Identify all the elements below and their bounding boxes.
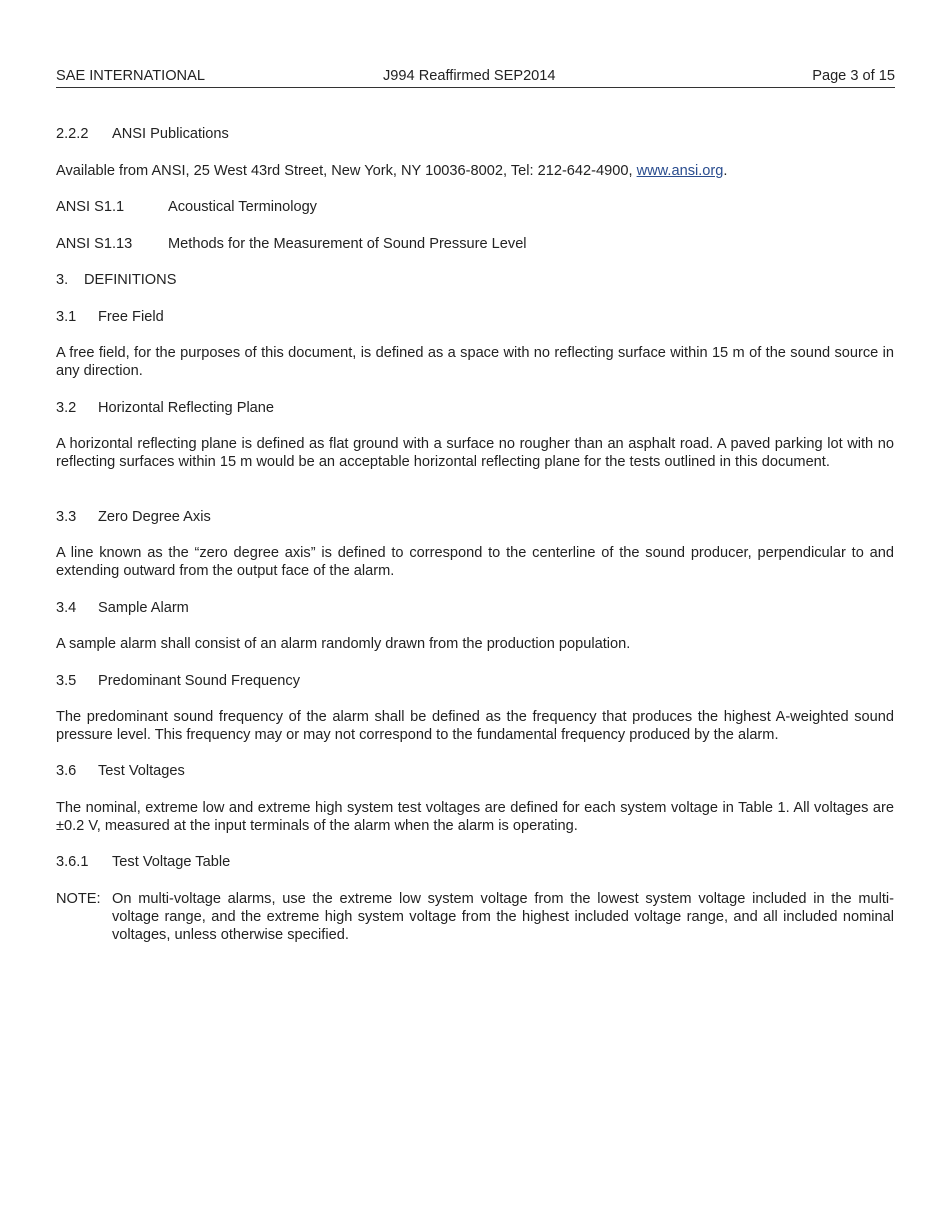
note-label: NOTE: — [56, 891, 101, 907]
heading-3-6-1 — [56, 853, 230, 871]
section-number: 3.3 — [56, 509, 77, 525]
paragraph-3-5: The predominant sound frequency of the alarm shall be defined as the frequency that produces the highest A-weighted sound pressure level. This frequency may or may not correspond to the fundamental frequency produced by the alarm. — [56, 709, 894, 743]
heading-3-2 — [56, 399, 274, 417]
section-number: 3.2 — [56, 400, 77, 416]
section-title: Sample Alarm — [98, 600, 189, 616]
heading-3-4 — [56, 599, 189, 617]
reference-code: ANSI S1.1 — [56, 199, 125, 215]
heading-2-2-2 — [56, 125, 229, 143]
reference-code: ANSI S1.13 — [56, 236, 133, 252]
reference-item — [56, 198, 317, 216]
paragraph-3-4: A sample alarm shall consist of an alarm randomly drawn from the production population. — [56, 636, 631, 652]
header-org: SAE INTERNATIONAL — [56, 68, 205, 84]
section-number: 3.6.1 — [56, 854, 89, 870]
heading-3-5 — [56, 672, 300, 690]
paragraph-3-6: The nominal, extreme low and extreme high system test voltages are defined for each system voltage in Table 1. All voltages are ±0.2 V, measured at the input terminals of the alarm when the alarm is operating. — [56, 800, 894, 834]
section-title: Free Field — [98, 309, 164, 325]
section-title: Test Voltages — [98, 763, 185, 779]
note-block — [56, 890, 894, 944]
availability-end: . — [723, 163, 728, 179]
note-text: On multi-voltage alarms, use the extreme low system voltage from the lowest system voltage included in the multi-voltage range, and the extreme high system voltage from the highest included voltage range, and all included nominal voltages, unless otherwise specified. — [112, 891, 894, 943]
availability-text: Available from ANSI, 25 West 43rd Street, New York, NY 10036-8002, Tel: 212-642-4900, — [56, 163, 637, 179]
section-number: 3. — [56, 272, 69, 288]
heading-3-3 — [56, 508, 211, 526]
section-number: 3.6 — [56, 763, 77, 779]
section-number: 2.2.2 — [56, 126, 89, 142]
paragraph-3-2: A horizontal reflecting plane is defined as flat ground with a surface no rougher than an asphalt road. A paved parking lot with no reflecting surfaces within 15 m would be an acceptable horizontal reflecting plane for the tests outlined in this document. — [56, 436, 894, 470]
section-title: Predominant Sound Frequency — [98, 673, 301, 689]
header-page-number: Page 3 of 15 — [812, 68, 895, 84]
section-title: Zero Degree Axis — [98, 509, 211, 525]
availability-line — [56, 162, 727, 180]
ansi-link[interactable]: www.ansi.org — [636, 163, 724, 179]
heading-3-1 — [56, 308, 164, 326]
heading-3 — [56, 271, 176, 289]
paragraph-3-1: A free field, for the purposes of this document, is defined as a space with no reflecting surface within 15 m of the sound source in any direction. — [56, 345, 894, 379]
section-title: Test Voltage Table — [112, 854, 231, 870]
page-header — [56, 67, 895, 88]
section-number: 3.1 — [56, 309, 77, 325]
section-number: 3.4 — [56, 600, 77, 616]
paragraph-3-3: A line known as the “zero degree axis” is defined to correspond to the centerline of the sound producer, perpendicular to and extending outward from the output face of the alarm. — [56, 545, 894, 579]
header-doc-id: J994 Reaffirmed SEP2014 — [383, 68, 556, 84]
reference-item — [56, 235, 527, 253]
section-number: 3.5 — [56, 673, 77, 689]
section-title: ANSI Publications — [112, 126, 229, 142]
reference-title: Methods for the Measurement of Sound Pressure Level — [168, 236, 527, 252]
heading-3-6 — [56, 762, 185, 780]
section-title: Horizontal Reflecting Plane — [98, 400, 275, 416]
reference-title: Acoustical Terminology — [168, 199, 317, 215]
section-title: DEFINITIONS — [84, 272, 177, 288]
